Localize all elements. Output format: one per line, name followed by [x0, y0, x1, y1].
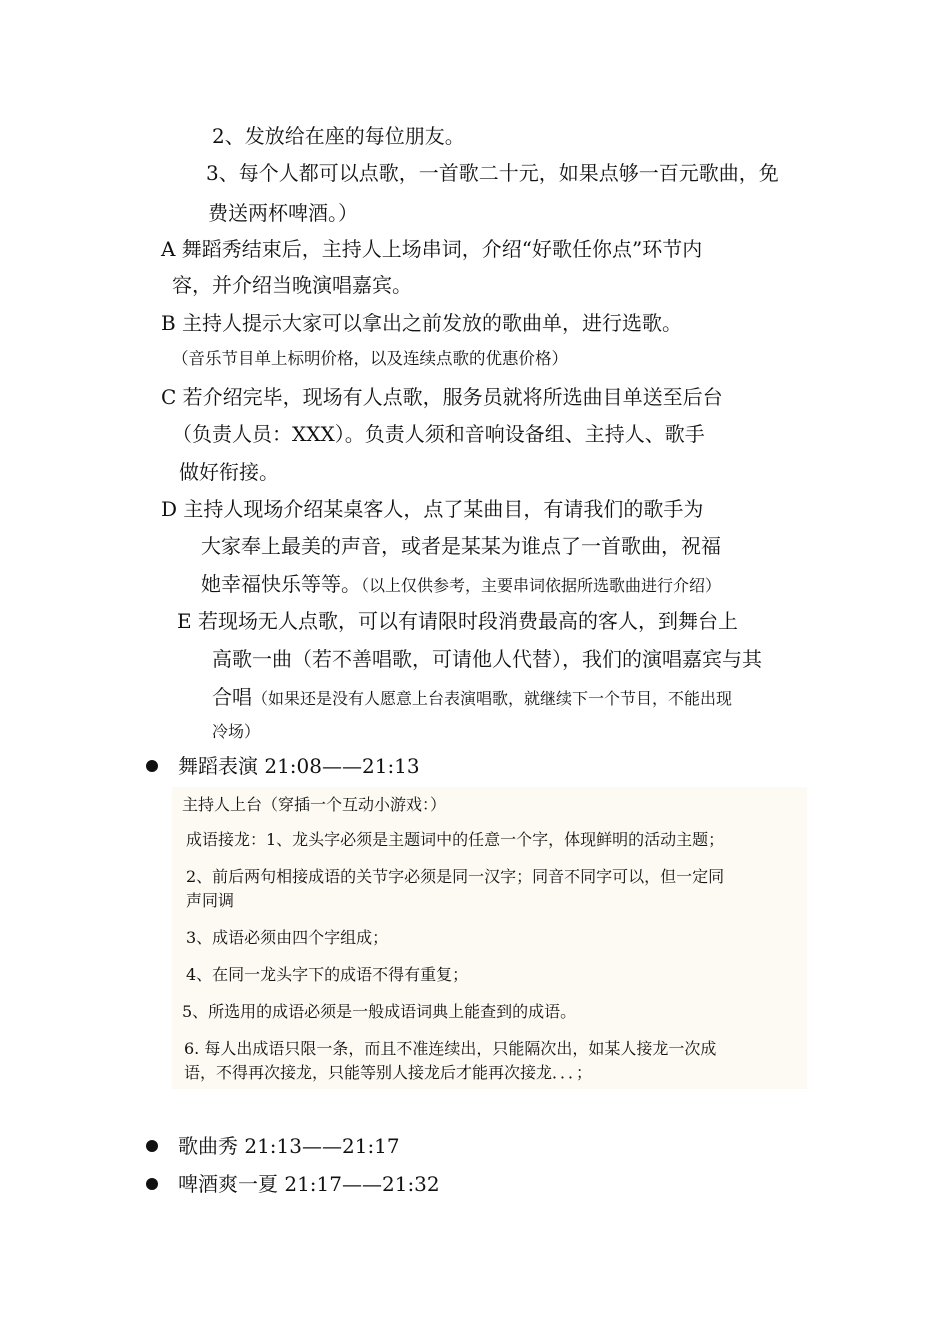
rule-5: 5、所选用的成语必须是一般成语词典上能查到的成语。 [182, 1002, 577, 1021]
item-d-line-3-text: 她幸福快乐等等。 [201, 572, 361, 596]
rule-4: 4、在同一龙头字下的成语不得有重复； [186, 965, 469, 984]
bullet-icon [146, 760, 158, 772]
rule-2-line-2: 声同调 [186, 891, 235, 910]
game-rules-box [172, 787, 807, 1089]
item-c-line-2: （负责人员：XXX）。负责人须和音响设备组、主持人、歌手 [172, 422, 705, 446]
bullet-icon [146, 1140, 158, 1152]
rule-6-line-2: 语，不得再次接龙，只能等别人接龙后才能再次接龙．．．； [184, 1063, 593, 1082]
step-2-line: 2、发放给在座的每位朋友。 [212, 124, 465, 148]
item-e-line-4: 冷场） [212, 722, 261, 741]
item-d-note: （以上仅供参考，主要串词依据所选歌曲进行介绍） [361, 576, 722, 595]
item-b-note: （音乐节目单上标明价格，以及连续点歌的优惠价格） [172, 349, 568, 368]
rule-2-line-1: 2、前后两句相接成语的关节字必须是同一汉字；同音不同字可以，但一定同 [186, 867, 725, 886]
bullet-beer-summer: 啤酒爽一夏 21:17——21:32 [178, 1172, 440, 1196]
item-a-line-1: A 舞蹈秀结束后，主持人上场串词，介绍“好歌任你点”环节内 [161, 237, 703, 261]
item-c-line-3: 做好衔接。 [179, 460, 279, 484]
item-e-line-3-text: 合唱 [212, 685, 252, 709]
item-e-line-2: 高歌一曲（若不善唱歌，可请他人代替），我们的演唱嘉宾与其 [212, 647, 762, 671]
rule-3: 3、成语必须由四个字组成； [186, 928, 389, 947]
box-title: 主持人上台（穿插一个互动小游戏：） [182, 795, 447, 814]
bullet-dance-show: 舞蹈表演 21:08——21:13 [178, 754, 420, 778]
rule-1: 成语接龙：1、龙头字必须是主题词中的任意一个字，体现鲜明的活动主题； [186, 830, 725, 849]
rule-6-line-1: 6. 每人出成语只限一条，而且不准连续出，只能隔次出，如某人接龙一次成 [184, 1039, 717, 1058]
step-3-line-2: 费送两杯啤酒。） [208, 201, 358, 225]
bullet-icon [146, 1178, 158, 1190]
item-e-note: （如果还是没有人愿意上台表演唱歌，就继续下一个节目，不能出现 [252, 689, 733, 708]
item-e-line-1: E 若现场无人点歌，可以有请限时段消费最高的客人，到舞台上 [177, 609, 738, 633]
item-d-line-3 [201, 572, 721, 598]
item-d-line-1: D 主持人现场介绍某桌客人，点了某曲目，有请我们的歌手为 [161, 497, 704, 521]
item-a-line-2: 容，并介绍当晚演唱嘉宾。 [172, 273, 412, 297]
item-b-line-1: B 主持人提示大家可以拿出之前发放的歌曲单，进行选歌。 [161, 311, 683, 335]
item-c-line-1: C 若介绍完毕，现场有人点歌，服务员就将所选曲目单送至后台 [161, 385, 723, 409]
step-3-line-1: 3、每个人都可以点歌，一首歌二十元，如果点够一百元歌曲，免 [206, 161, 779, 185]
item-e-line-3 [212, 685, 732, 711]
bullet-song-show: 歌曲秀 21:13——21:17 [178, 1134, 400, 1158]
item-d-line-2: 大家奉上最美的声音，或者是某某为谁点了一首歌曲，祝福 [201, 534, 721, 558]
